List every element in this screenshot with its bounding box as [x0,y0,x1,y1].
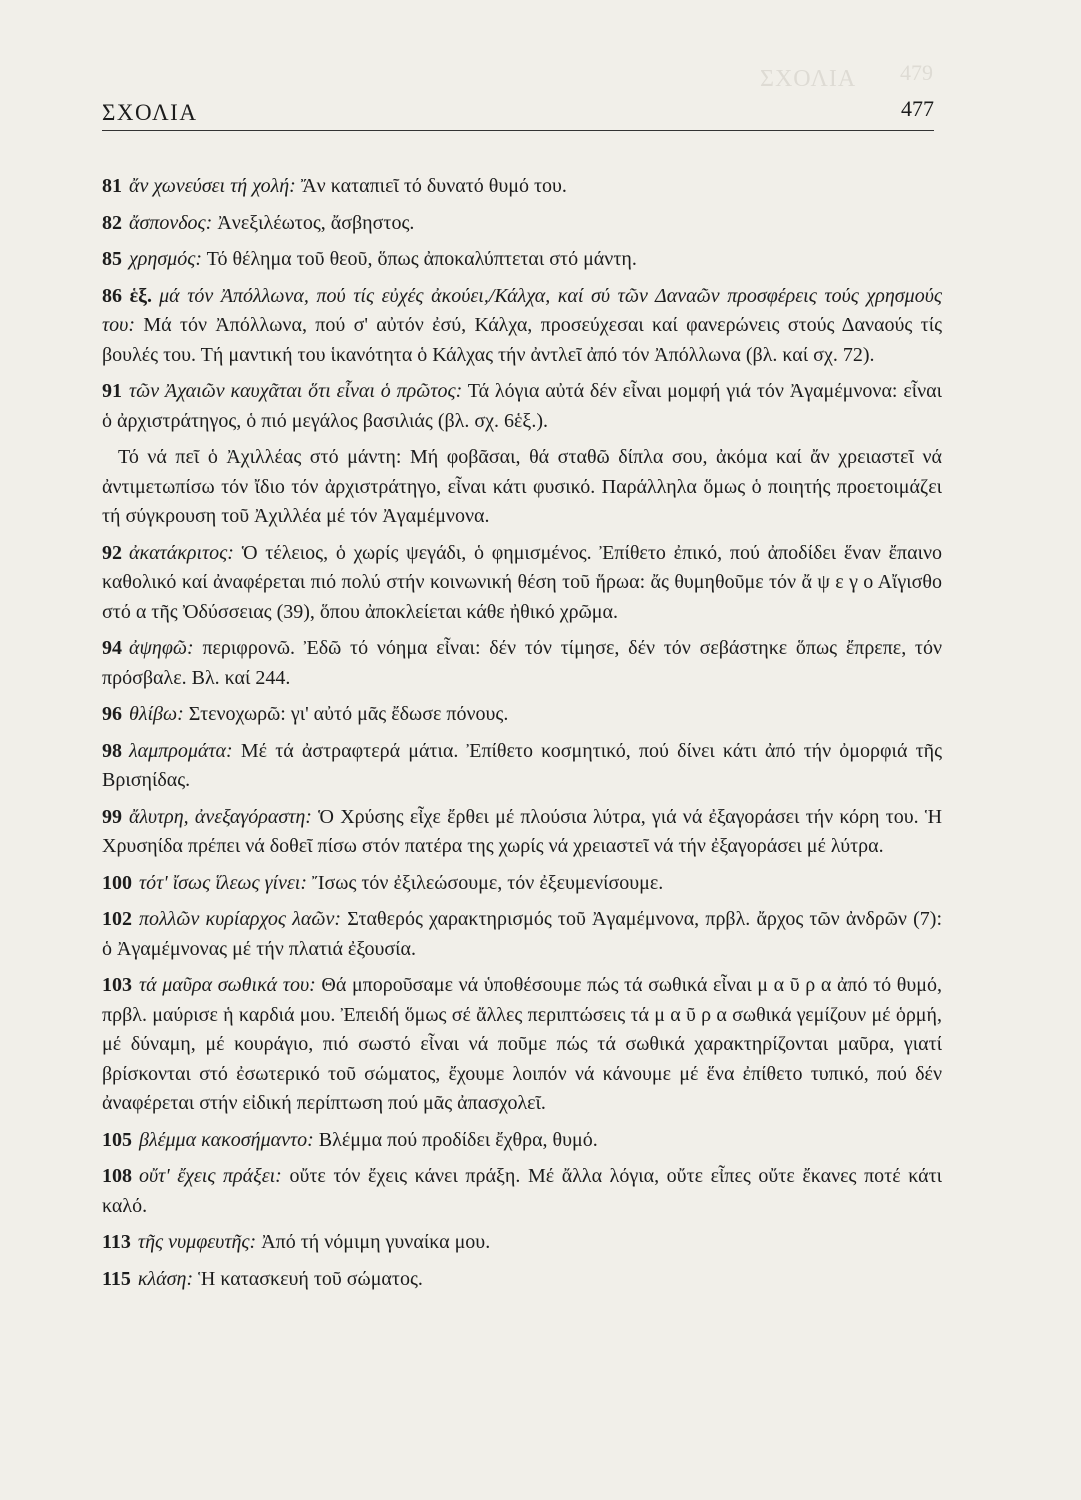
commentary-entry-86 [102,282,942,371]
commentary-entry-115 [102,1265,942,1295]
line-number: 81 [102,175,122,197]
line-number: 96 [102,703,122,725]
lemma: ἄν χωνεύσει τή χολή: [129,175,296,197]
line-number: 100 [102,871,132,894]
gloss: Τό νά πεῖ ὁ Ἀχιλλέας στό μάντη: Μή φοβᾶσαι, θά σταθῶ δίπλα σου, ἀκόμα καί ἄν χρειαστεῖ νά ἀντιμετωπίσω τόν ἴδιο τόν ἀρχιστράτηγο, εἶναι κάτι φυσικό. Παράλληλα ὅμως ὁ ποιητής προετοιμάζει τή σύγκρουση τοῦ Ἀχιλλέα μέ τόν Ἀγαμέμνονα. [102,446,942,527]
line-number: 102 [102,908,132,930]
line-number: 113 [102,1231,131,1253]
commentary-entry-82 [102,209,942,239]
line-number: 86 ἑξ. [102,284,153,307]
commentary-entry-99 [102,803,942,862]
gloss: Βλέμμα πού προδίδει ἔχθρα, θυμό. [318,1128,598,1151]
commentary-entry-100 [102,869,942,899]
line-number: 82 [102,211,122,234]
commentary-body [102,172,942,1301]
commentary-entry-85 [102,245,942,275]
line-number: 98 [102,739,122,762]
gloss: Ἴσως τόν ἐξιλεώσουμε, τόν ἐξευμενίσουμε. [312,871,664,894]
lemma: χρησμός: [129,248,202,270]
lemma: ἀκατάκριτος: [129,541,234,564]
line-number: 99 [102,805,122,828]
gloss: Τά λόγια αὐτά δέν εἶναι μομφή γιά τόν Ἀγαμέμνονα: εἶναι ὁ ἀρχιστράτηγος, ὁ πιό μεγάλος βασιλιάς (βλ. σχ. 6ἑξ.). [102,380,942,432]
gloss: Ἀνεξιλέωτος, ἄσβηστος. [217,211,415,234]
lemma: ἄλυτρη, ἀνεξαγόραστη: [129,805,312,828]
bleed-through-title: ΣΧΟΛΙΑ [760,66,857,92]
gloss: Ἡ κατασκευή τοῦ σώματος. [198,1267,423,1290]
lemma: οὔτ' ἔχεις πράξει: [139,1165,282,1187]
gloss: Ἀπό τή νόμιμη γυναίκα μου. [261,1231,491,1253]
gloss: Μέ τά ἀστραφτερά μάτια. Ἐπίθετο κοσμητικό, πού δίνει κάτι ἀπό τήν ὀμορφιά τῆς Βρισηίδας. [102,739,942,791]
line-number: 92 [102,541,122,564]
gloss: Ὁ τέλειος, ὁ χωρίς ψεγάδι, ὁ φημισμένος. Ἐπίθετο ἐπικό, πού ἀποδίδει ἕναν ἔπαινο καθολικό καί ἀναφέρεται πιό πολύ στήν κοινωνική θέση τοῦ ἥρωα: ἄς θυμηθοῦμε τόν ἄ ψ ε γ ο Αἴγισθο στό α τῆς Ὀδύσσειας (39), ὅπου ἀποκλείεται κάθε ἠθικό χρῶμα. [102,541,943,623]
bleed-through-page-number: 479 [900,60,933,85]
lemma: τότ' ἴσως ἵλεως γίνει: [139,871,307,894]
gloss: Ὁ Χρύσης εἶχε ἔρθει μέ πλούσια λύτρα, γιά νά ἐξαγοράσει τήν κόρη του. Ἡ Χρυσηίδα πρέπει νά δοθεῖ πίσω στόν πατέρα της χωρίς νά χρειαστεῖ νά τήν ἐξαγοράσει μέ λύτρα. [102,805,943,857]
lemma: λαμπρομάτα: [129,739,233,762]
running-header [102,96,934,131]
line-number: 115 [102,1267,131,1290]
lemma: θλίβω: [129,703,184,725]
gloss: οὔτε τόν ἔχεις κάνει πράξη. Μέ ἄλλα λόγια, οὔτε εἶπες οὔτε ἔκανες ποτέ κάτι καλό. [102,1165,942,1217]
commentary-entry-96 [102,700,942,730]
gloss: Στενοχωρῶ: γι' αὐτό μᾶς ἔδωσε πόνους. [188,703,509,725]
line-number: 103 [102,974,132,996]
section-title: ΣΧΟΛΙΑ [102,100,198,125]
commentary-entry-113 [102,1228,942,1258]
lemma: τῆς νυμφευτῆς: [137,1231,257,1253]
commentary-entry-81 [102,172,942,202]
lemma: τῶν Ἀχαιῶν καυχᾶται ὅτι εἶναι ὁ πρῶτος: [129,380,463,402]
lemma: κλάση: [137,1267,194,1290]
commentary-entry-103 [102,971,942,1119]
commentary-entry-108 [102,1162,942,1221]
line-number: 94 [102,637,122,659]
commentary-entry-91 [102,377,942,436]
lemma: ἄσπονδος: [129,211,213,234]
commentary-entry-102 [102,905,942,964]
commentary-entry-98 [102,737,942,796]
gloss: περιφρονῶ. Ἐδῶ τό νόημα εἶναι: δέν τόν τίμησε, δέν τόν σεβάστηκε ὅπως ἔπρεπε, τόν πρόσβαλε. Βλ. καί 244. [102,637,943,689]
commentary-paragraph [102,443,942,532]
line-number: 105 [102,1128,132,1151]
gloss: Σταθερός χαρακτηρισμός τοῦ Ἀγαμέμνονα, πρβλ. ἄρχος τῶν ἀνδρῶν (7): ὁ Ἀγαμέμνονας μέ τήν πλατιά ἐξουσία. [102,908,943,960]
line-number: 85 [102,248,122,270]
lemma: βλέμμα κακοσήμαντο: [139,1128,314,1151]
lemma: πολλῶν κυρίαρχος λαῶν: [139,908,342,930]
line-number: 108 [102,1165,132,1187]
gloss: Μά τόν Ἀπόλλωνα, πού σ' αὐτόν ἐσύ, Κάλχα, προσεύχεσαι καί φανερώνεις στούς Δαναούς τίς βουλές του. Τή μαντική του ἱκανότητα ὁ Κάλχας τήν ἀντλεῖ ἀπό τόν Ἀπόλλωνα (βλ. καί σχ. 72). [102,314,942,366]
line-number: 91 [102,380,122,402]
commentary-entry-92 [102,539,942,628]
commentary-entry-94 [102,634,942,693]
page-number: 477 [901,96,934,121]
commentary-entry-105 [102,1126,942,1156]
gloss: Θά μποροῦσαμε νά ὑποθέσουμε πώς τά σωθικά εἶναι μ α ῦ ρ α ἀπό τό θυμό, πρβλ. μαύρισε ἡ καρδιά μου. Ἐπειδή ὅμως σέ ἄλλες περιπτώσεις τά μ α ῦ ρ α σωθικά γεμίζουν μέ ὁρμή, μέ δύναμη, μέ κουράγιο, πιό σωστό εἶναι νά ποῦμε πώς τά σωθικά χαρακτηρίζονται μαῦρα, γιατί βρίσκονται στό ἐσωτερικό τοῦ σώματος, ἔχουμε λοιπόν νά κάνουμε μέ ἕνα ἐπίθετο τυπικό, πού δέν ἀναφέρεται στήν εἰδική περίπτωση πού μᾶς ἀπασχολεῖ. [102,974,943,1114]
lemma: τά μαῦρα σωθικά του: [139,974,316,996]
gloss: Ἄν καταπιεῖ τό δυνατό θυμό του. [300,175,567,197]
gloss: Τό θέλημα τοῦ θεοῦ, ὅπως ἀποκαλύπτεται στό μάντη. [206,248,637,270]
lemma: μά τόν Ἀπόλλωνα, πού τίς εὐχές ἀκούει,/Κάλχα, καί σύ τῶν Δαναῶν προσφέρεις τούς χρησμούς του: [102,284,942,336]
lemma: ἀψηφῶ: [129,637,194,659]
